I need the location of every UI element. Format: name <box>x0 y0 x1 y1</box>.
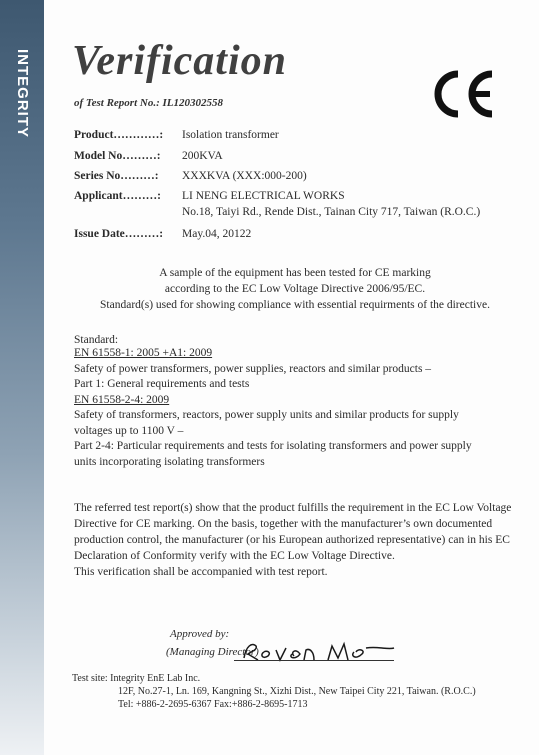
applicant-address: No.18, Taiyi Rd., Rende Dist., Tainan City 717, Taiwan (R.O.C.) <box>182 206 481 218</box>
conclusion-line: Directive for CE marking. On the basis, together with the manufacturer’s own documented <box>74 518 493 530</box>
conclusion-line: The referred test report(s) show that the product fulfills the requirement in the EC Low Voltage <box>74 502 512 514</box>
conclusion-line: This verification shall be accompanied with test report. <box>74 566 328 578</box>
series-value: XXXKVA (XXX:000-200) <box>182 170 307 182</box>
standard-list <box>74 346 494 470</box>
series-label: Series No………: <box>74 170 159 182</box>
product-value: Isolation transformer <box>182 129 279 141</box>
ce-mark-icon <box>430 68 502 120</box>
conclusion-paragraph <box>74 500 514 580</box>
model-value: 200KVA <box>182 150 223 162</box>
test-site-name: Test site: Integrity EnE Lab Inc. <box>72 673 201 684</box>
statement-line: Standard(s) used for showing compliance with essential requirments of the directive. <box>100 299 490 311</box>
conclusion-line: production control, the manufacturer (or his European authorized representative) can in his EC <box>74 534 510 546</box>
standard-heading: Standard: <box>74 334 119 346</box>
issue-date-row <box>74 227 251 242</box>
standard-code: EN 61558-2-4: 2009 <box>74 393 170 406</box>
statement-line: A sample of the equipment has been tested for CE marking <box>159 267 431 279</box>
standard-code: EN 61558-1: 2005 +A1: 2009 <box>74 347 213 359</box>
standard-line: Part 1: General requirements and tests <box>74 378 250 390</box>
integrity-logo-text: INTEGRITY <box>13 48 31 138</box>
integrity-logo <box>10 28 34 158</box>
issue-date-label: Issue Date………: <box>74 228 164 240</box>
model-row <box>74 149 223 164</box>
applicant-value: LI NENG ELECTRICAL WORKS <box>182 190 345 202</box>
standard-line: Safety of transformers, reactors, power supply units and similar products for supply <box>74 409 459 421</box>
managing-director-label: (Managing Director) <box>166 646 259 658</box>
test-site-address: 12F, No.27-1, Ln. 169, Kangning St., Xizhi Dist., New Taipei City 221, Taiwan. (R.O.C.) <box>118 686 476 697</box>
applicant-label: Applicant………: <box>74 190 161 202</box>
report-number: of Test Report No.: IL120302558 <box>74 97 224 109</box>
issue-date-value: May.04, 20122 <box>182 228 252 240</box>
standard-line: Safety of power transformers, power supplies, reactors and similar products – <box>74 362 432 375</box>
statement-block <box>60 265 530 313</box>
product-label: Product…………: <box>74 129 164 141</box>
test-site-block <box>72 672 476 711</box>
signature-line <box>234 660 394 661</box>
page-title: Verification <box>72 38 288 84</box>
statement-line: according to the EC Low Voltage Directive 2006/95/EC. <box>164 283 426 295</box>
test-site-phone: Tel: +886-2-2695-6367 Fax:+886-2-8695-1713 <box>118 699 308 710</box>
side-band <box>0 0 44 755</box>
standard-line: units incorporating isolating transformers <box>74 455 265 468</box>
series-row <box>74 169 307 184</box>
standard-line: voltages up to 1100 V – <box>74 424 184 437</box>
applicant-row <box>74 189 345 204</box>
product-row <box>74 128 279 143</box>
model-label: Model No………: <box>74 150 161 162</box>
conclusion-line: Declaration of Conformity verify with the EC Low Voltage Directive. <box>74 550 395 562</box>
standard-line: Part 2-4: Particular requirements and tests for isolating transformers and power supply <box>74 440 472 452</box>
approved-by-label: Approved by: <box>170 628 230 640</box>
